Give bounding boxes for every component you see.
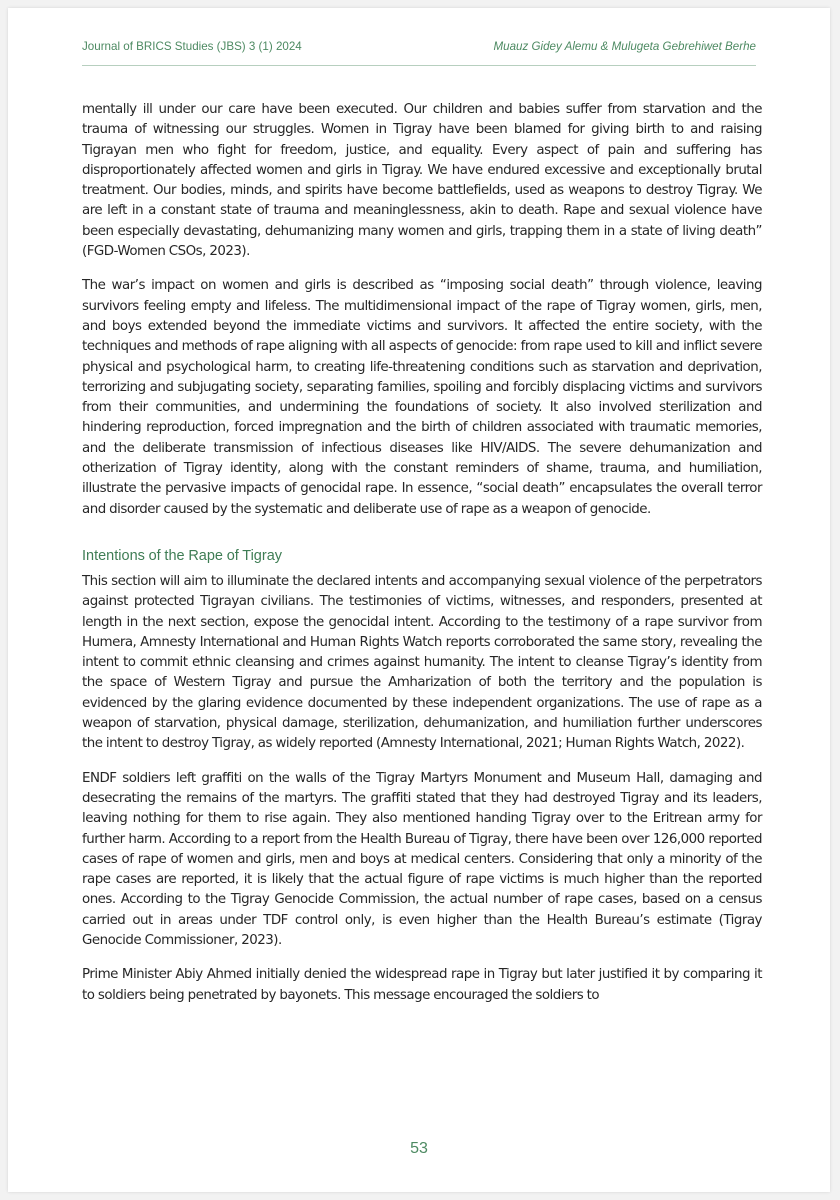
header-divider [82,65,756,66]
body-paragraph: mentally ill under our care have been executed. Our children and babies suffer from starvation and the trauma of witnessing our struggles. Women in Tigray have been blamed for giving birth to and raising Tigrayan men who fight for freedom, justice, and equality. Every aspect of pain and suffering has disproportionately affected women and girls in Tigray. We have endured excessive and exceptionally brutal treatment. Our bodies, minds, and spirits have become battlefields, used as weapons to destroy Tigray. We are left in a constant state of trauma and meaninglessness, akin to death. Rape and sexual violence have been especially devastating, dehumanizing many women and girls, trapping them in a state of living death” (FGD-Women CSOs, 2023). [82,102,762,260]
author-names: Muauz Gidey Alemu & Mulugeta Gebrehiwet Berhe [493,40,756,53]
page-number: 53 [410,1140,428,1157]
article-body [82,100,762,1020]
running-header [82,38,756,58]
body-paragraph: The war’s impact on women and girls is described as “imposing social death” through violence, leaving survivors feeling empty and lifeless. The multidimensional impact of the rape of Tigray women, girls, men, and boys extended beyond the immediate victims and survivors. It affected the entire society, with the techniques and methods of rape aligning with all aspects of genocide: from rape used to kill and inflict severe physical and psychological harm, to creating life-threatening conditions such as starvation and deprivation, terrorizing and subjugating society, separating families, spoiling and forcibly displacing victims and survivors from their communities, and undermining the foundations of society. It also involved sterilization and hindering reproduction, forced impregnation and the birth of children associated with traumatic memories, and the deliberate transmission of infectious diseases like HIV/AIDS. The severe dehumanization and otherization of Tigray identity, along with the constant reminders of shame, trauma, and humiliation, illustrate the pervasive impacts of genocidal rape. In essence, “social death” encapsulates the overall terror and disorder caused by the systematic and deliberate use of rape as a weapon of genocide. [82,278,762,517]
body-paragraph: This section will aim to illuminate the declared intents and accompanying sexual violence of the perpetrators against protected Tigrayan civilians. The testimonies of victims, witnesses, and responders, presented at length in the next section, expose the genocidal intent. According to the testimony of a rape survivor from Humera, Amnesty International and Human Rights Watch reports corroborated the same story, revealing the intent to commit ethnic cleansing and crimes against humanity. The intent to cleanse Tigray’s identity from the space of Western Tigray and pursue the Amharization of both the territory and the population is evidenced by the glaring evidence documented by these independent organizations. The use of rape as a weapon of starvation, physical damage, sterilization, dehumanization, and humiliation further underscores the intent to destroy Tigray, as widely reported (Amnesty International, 2021; Human Rights Watch, 2022). [82,573,762,752]
body-paragraph: Prime Minister Abiy Ahmed initially denied the widespread rape in Tigray but later justified it by comparing it to soldiers being penetrated by bayonets. This message encouraged the soldiers to [82,967,762,1003]
document-page [8,8,830,1192]
journal-title: Journal of BRICS Studies (JBS) 3 (1) 2024 [82,40,302,53]
section-heading: Intentions of the Rape of Tigray [82,547,283,564]
body-paragraph: ENDF soldiers left graffiti on the walls of the Tigray Martyrs Monument and Museum Hall, damaging and desecrating the remains of the martyrs. The graffiti stated that they had destroyed Tigray and its leaders, leaving nothing for them to rise again. They also mentioned handing Tigray over to the Eritrean army for further harm. According to a report from the Health Bureau of Tigray, there have been over 126,000 reported cases of rape of women and girls, men and boys at medical centers. Considering that only a minority of the rape cases are reported, it is likely that the actual figure of rape victims is much higher than the reported ones. According to the Tigray Genocide Commission, the actual number of rape cases, based on a census carried out in areas under TDF control only, is even higher than the Health Bureau’s estimate (Tigray Genocide Commissioner, 2023). [82,770,762,948]
